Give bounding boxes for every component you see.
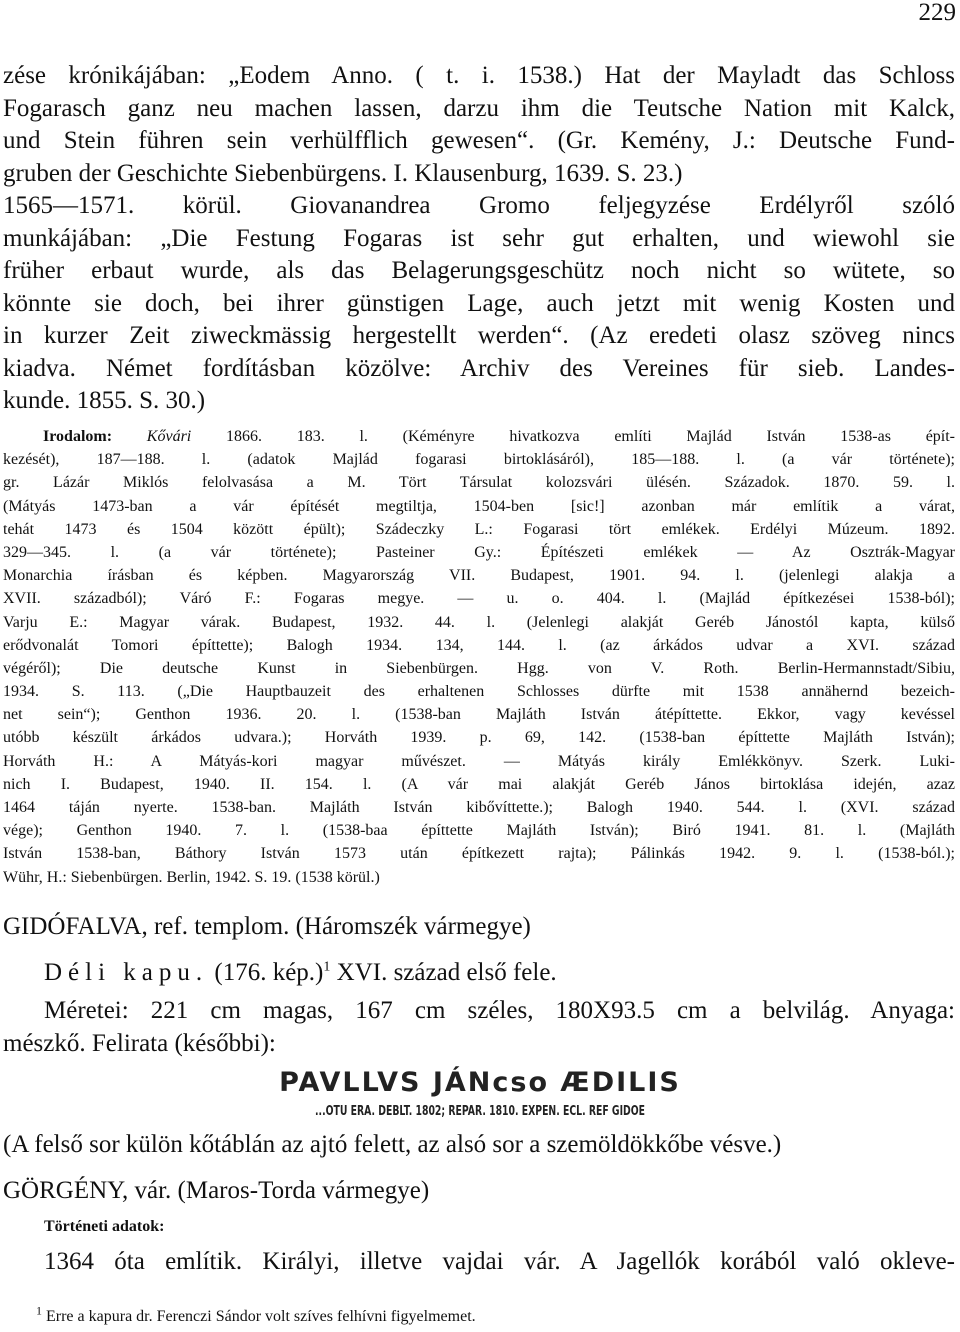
literature-first-line	[3, 425, 955, 448]
text-line: in kurzer Zeit ziweckmässig hergestellt werden“. (Az eredeti olasz szöveg nincs	[3, 322, 955, 349]
gorgeny-heading: GÖRGÉNY, vár. (Maros-Torda vármegye)	[3, 1177, 430, 1204]
text-line: 1364 óta említik. Királyi, illetve vajdai vár. A Jagellók korából való okleve-	[44, 1248, 955, 1275]
literature-line: net sein“); Genthon 1936. 20. l. (1538-ban Majláth István átépíttette. Ekkor, vagy kevéssel	[3, 706, 955, 724]
literature-text: 1866. 183. l. (Kéményre hivatkozva említi Majlád István 1538-as épít-	[226, 428, 956, 445]
literature-line: Monarchia írásban és képben. Magyarország VII. Budapest, 1901. 94. l. (jelenlegi alakja a	[3, 567, 955, 585]
text-line: könnte sie doch, bei ihrer günstigen Lage, auch jetzt mit wenig Kosten und	[3, 289, 955, 317]
literature-line: tehát 1473 és 1504 között épült); Szádeczky L.: Fogarasi tört emlékek. Erdélyi Múzeum. 1892.	[3, 520, 955, 538]
literature-line: 329—345. l. (a vár története); Pasteiner Gy.: Építészeti emlékek — Az Osztrák-Magyar	[3, 543, 955, 561]
historical-data-label: Történeti adatok:	[44, 1218, 165, 1235]
text-line: Fogarasch ganz neu machen lassen, darzu ihm die Teutsche Nation mit Kalck,	[3, 94, 955, 122]
literature-line: 1934. S. 113. („Die Hauptbauzeit des erhaltenen Schlosses dürfte mit 1538 annähernd bezeich-	[3, 683, 955, 701]
paragraph-fogaras-sources	[3, 60, 955, 418]
footnote-number: 1	[36, 1303, 42, 1318]
text-line: mészkő. Felirata (későbbi):	[3, 1029, 276, 1057]
inscription-note: (A felső sor külön kőtáblán az ajtó felett, az alsó sor a szemöldökkőbe vésve.)	[3, 1131, 782, 1158]
literature-line: végéről); Die deutsche Kunst in Siebenbürgen. Hgg. von V. Roth. Berlin-Hermannstadt/Sibiu,	[3, 659, 955, 677]
inscription-lower-line: ...OTU ERA. DEBLT. 1802; REPAR. 1810. EXPEN. ECL. REF GIDOE	[315, 1104, 645, 1119]
text-line: 1565—1571. körül. Giovanandrea Gromo feljegyzése Erdélyről szóló	[3, 192, 955, 219]
footnote-reference: 1	[323, 959, 331, 975]
deli-kapu-line	[44, 958, 557, 988]
gidofalva-heading: GIDÓFALVA, ref. templom. (Háromszék vármegye)	[3, 913, 531, 940]
text-line: kiadva. Német fordításban közölve: Archiv des Vereines für sieb. Landes-	[3, 354, 955, 382]
historical-data-paragraph	[3, 1246, 955, 1279]
literature-line: Wühr, H.: Siebenbürgen. Berlin, 1942. S. 19. (1538 körül.)	[3, 868, 380, 886]
literature-line: XVII. századból); Váró F.: Fogaras megye. — u. o. 404. l. (Majlád építkezései 1538-ból);	[3, 590, 955, 608]
text-line: kunde. 1855. S. 30.)	[3, 387, 206, 414]
literature-line: Varju E.: Magyar várak. Budapest, 1932. 44. l. (Jelenlegi alakját Geréb Jánostól kapta, külső	[3, 613, 955, 631]
text-line: zése krónikájában: „Eodem Anno. ( t. i. 1538.) Hat der Mayladt das Schloss	[3, 62, 955, 89]
literature-line: Horváth H.: A Mátyás-kori magyar művészet. — Mátyás király Emlékkönyv. Szerk. Luki-	[3, 752, 955, 770]
literature-line: erődvonalát Tomori építtette); Balogh 1934. 134, 144. l. (az árkádos udvar a XVI. század	[3, 636, 955, 654]
literature-line: (Mátyás 1473-ban a vár építését megtiltja, 1504-ben [sic!] azonban már említik a várat,	[3, 497, 955, 515]
literature-line: gr. Lázár Miklós felolvasása a M. Tört Társulat kolozsvári ülésén. Századok. 1870. 59. l.	[3, 474, 955, 492]
text-line: Méretei: 221 cm magas, 167 cm széles, 180X93.5 cm a belvilág. Anyaga:	[44, 997, 955, 1024]
literature-line: vége); Genthon 1940. 7. l. (1538-baa építtette Majláth István); Biró 1941. 81. l. (Majláth	[3, 822, 955, 840]
literature-line: István 1538-ban, Báthory István 1573 után építkezett rajta); Pálinkás 1942. 9. l. (1538-ból.);	[3, 845, 955, 863]
literature-line: nich I. Budapest, 1940. II. 154. l. (A vár mai alakját Geréb János birtoklása idején, azaz	[3, 775, 955, 793]
literature-label: Irodalom:	[43, 428, 113, 445]
literature-line: 1464 táján nyerte. 1538-ban. Majláth István kibővíttette.); Balogh 1940. 544. l. (XVI. század	[3, 799, 955, 816]
deli-kapu-figure-ref: (176. kép.)	[208, 959, 324, 986]
literature-block	[3, 425, 955, 889]
text-line: munkájában: „Die Festung Fogaras ist sehr gut erhalten, und wiewohl sie	[3, 224, 955, 252]
inscription-upper-line: PAVLLVS JÁNcso ÆDILIS	[279, 1067, 681, 1098]
inscription-image	[279, 1063, 681, 1123]
literature-author: Kővári	[146, 428, 192, 445]
literature-line: utóbb készült árkádos udvara.); Horváth 1939. p. 69, 142. (1538-ban építtette Majláth István);	[3, 729, 955, 747]
literature-line: kezését), 187—188. l. (adatok Majlád fogarasi birtoklásáról), 185—188. l. (a vár története);	[3, 451, 955, 469]
text-line: früher erbaut wurde, als das Belagerungsgeschütz noch nicht so wütete, so	[3, 257, 955, 284]
deli-kapu-date: XVI. század első fele.	[330, 959, 557, 986]
text-line: und Stein führen sein verhülfflich gewesen“. (Gr. Kemény, J.: Deutsche Fund-	[3, 127, 955, 154]
page-number: 229	[918, 0, 956, 26]
dimensions-paragraph	[3, 995, 955, 1060]
text-line: gruben der Geschichte Siebenbürgens. I. Klausenburg, 1639. S. 23.)	[3, 159, 683, 187]
footnote-text: Erre a kapura dr. Ferenczi Sándor volt szíves felhívni figyelmemet.	[42, 1308, 476, 1325]
deli-kapu-title: Déli kapu.	[44, 959, 209, 986]
footnote	[36, 1303, 476, 1326]
